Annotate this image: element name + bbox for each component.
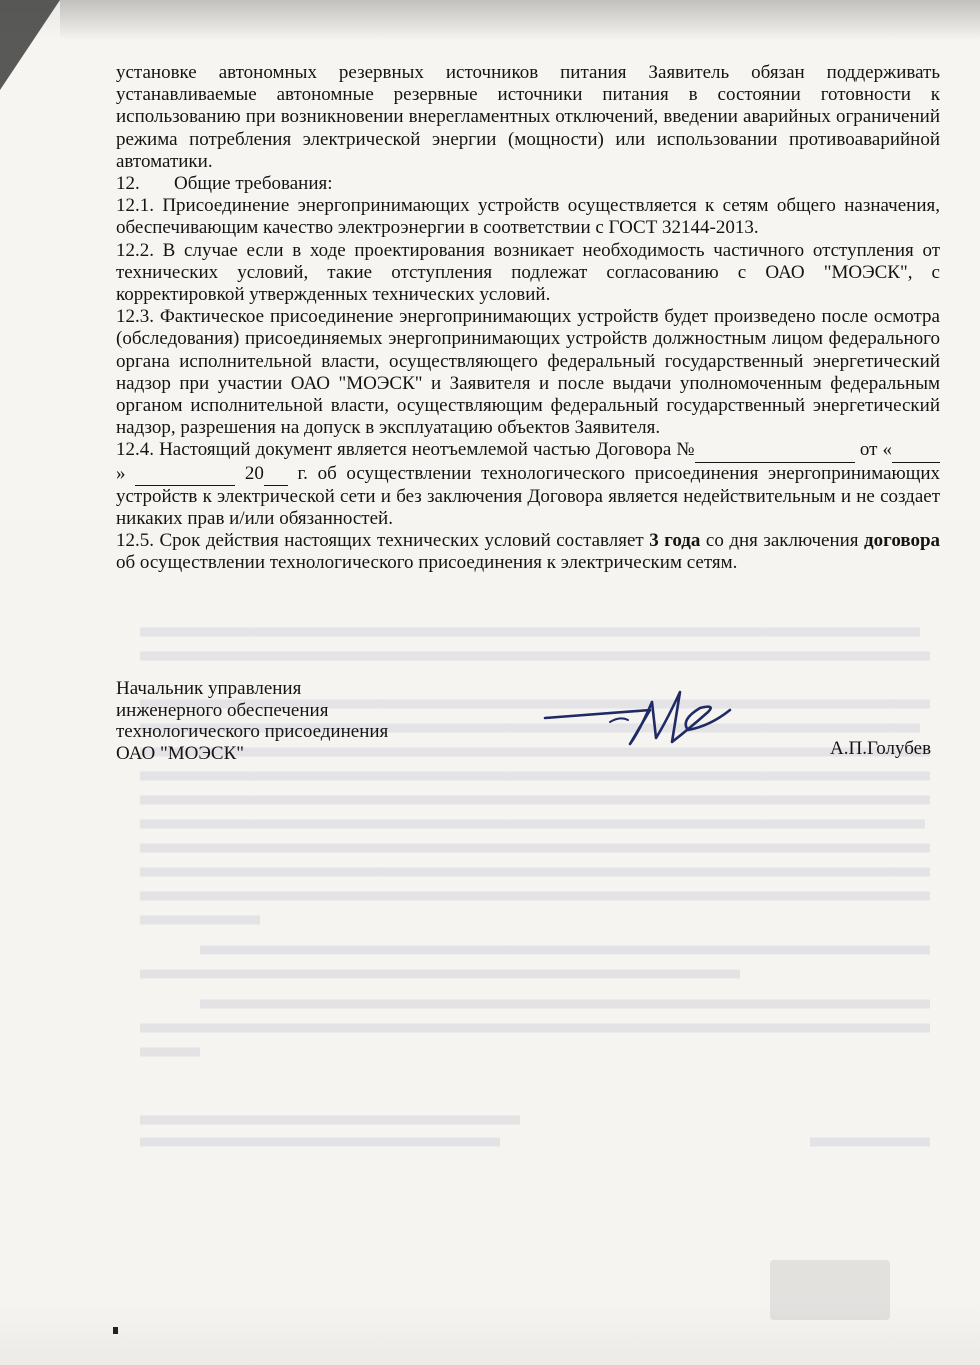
scan-artifact-mark	[113, 1327, 118, 1334]
section-12-heading	[116, 173, 940, 195]
scan-corner-shadow	[0, 0, 60, 90]
item-12-4-close-quote: »	[116, 462, 126, 484]
item-12-5-text-end: об осуществлении технологического присоединения к электрическим сетям.	[116, 552, 738, 574]
item-12-4-text-start: 12.4. Настоящий документ является неотъемлемой частью Договора №	[116, 439, 695, 461]
section-12-number: 12.	[116, 173, 140, 195]
contract-word: договора	[864, 530, 941, 552]
handwritten-signature	[540, 682, 770, 762]
item-12-4-text-end: г. об осуществлении технологического присоединения энергопринимающих устройств к электрической сети и без заключения Договора является недействительным и не создает никаких прав и/или обязанностей.	[116, 462, 941, 530]
item-12-4-from: от	[859, 439, 878, 461]
month-blank	[135, 463, 235, 486]
item-12-2: 12.2. В случае если в ходе проектирования возникает необходимость частичного отступления от технических условий, такие отступления подлежат согласованию с ОАО "МОЭСК", с корректировкой утвержденных технических условий.	[116, 239, 940, 306]
item-12-4-year: 20	[244, 462, 264, 484]
faint-stamp-mark	[770, 1260, 890, 1320]
item-12-5-text-start: 12.5. Срок действия настоящих технических условий составляет	[116, 530, 644, 552]
signatory-line-3: технологического присоединения	[116, 721, 389, 742]
signatory-title	[116, 678, 416, 764]
document-body	[116, 62, 940, 575]
intro-paragraph: установке автономных резервных источников питания Заявитель обязан поддерживать устанавливаемые автономные резервные источники питания в состоянии готовности к использованию при возникновении внерегламентных отключений, введении аварийных ограничений режима потребления электрической энергии (мощности) или использовании противоаварийной автоматики.	[116, 62, 940, 172]
contract-number-blank	[695, 439, 855, 462]
signatory-line-4: ОАО "МОЭСК"	[116, 742, 245, 764]
validity-period: 3 года	[649, 530, 701, 552]
item-12-3: 12.3. Фактическое присоединение энергопринимающих устройств будет произведено после осмотра (обследования) присоединяемых энергопринимающих устройств должностным лицом федерального органа исполнительной власти, осуществляющего федеральный государственный энергетический надзор при участии ОАО "МОЭСК" и Заявителя и после выдачи уполномоченным федеральным органом исполнительной власти, осуществляющим федеральный государственный энергетический надзор, разрешения на допуск в эксплуатацию объектов Заявителя.	[116, 306, 940, 439]
item-12-4	[116, 439, 940, 530]
signatory-line-2: инженерного обеспечения	[116, 699, 329, 721]
section-12-title: Общие требования:	[174, 173, 333, 195]
item-12-5-text-mid: со дня заключения	[705, 530, 859, 552]
year-blank	[264, 463, 288, 486]
signatory-line-1: Начальник управления	[116, 678, 302, 699]
day-blank	[892, 439, 940, 462]
item-12-5	[116, 530, 940, 574]
item-12-1: 12.1. Присоединение энергопринимающих устройств осуществляется к сетям общего назначения, обеспечивающим качество электроэнергии в соответствии с ГОСТ 32144-2013.	[116, 195, 940, 239]
scan-top-shade	[60, 0, 980, 40]
item-12-4-open-quote: «	[882, 439, 893, 461]
signatory-name: А.П.Голубев	[830, 738, 932, 759]
